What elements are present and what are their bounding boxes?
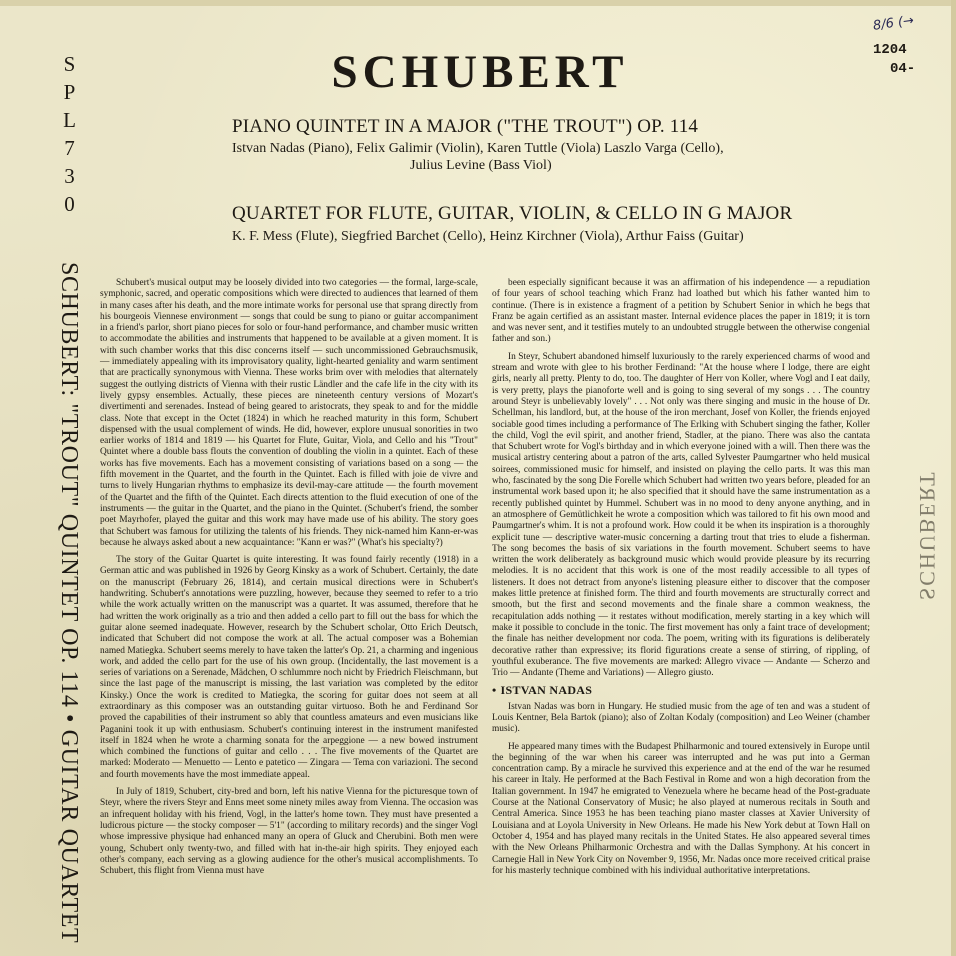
bullet-icon: •: [492, 683, 497, 698]
bio-paragraph: He appeared many times with the Budapest Philharmonic and toured extensively in Europe until the beginning of the war when his career was interrupted and he was put into a German concentration camp. By a miracle he survived this experience and at the end of the war he resumed his career in Italy. He performed at the Bach Festival in Rome and won a high decoration from the Italian government. In 1947 he emigrated to Venezuela where he became head of the Post-graduate Course at the National Conservatory of Music; he also played at numerous recitals in South and Central America. Since 1953 he has been teaching piano master classes at Xavier University of Louisiana and at Loyola University in New Orleans. He made his New York debut at Town Hall on October 4, 1954 and has played many recitals in the United States. He also appeared several times with the New Orleans Philharmonic Orchestra and with the Dallas Symphony. At his concert in Carnegie Hall in New York City on November 9, 1956, Mr. Nadas once more received critical praise for his masterly technique combined with his individual authoritative interpretations.: [492, 741, 870, 876]
catalog-char: P: [63, 80, 77, 104]
work2-title: QUARTET FOR FLUTE, GUITAR, VIOLIN, & CELLO IN G MAJOR: [232, 203, 793, 224]
catalog-char: 7: [64, 136, 76, 160]
liner-notes-left-column: [100, 278, 478, 946]
notes-paragraph: Schubert's musical output may be loosely divided into two categories — the formal, large-scale, symphonic, sacred, and operatic compositions which were directed to audiences that learned of them in many cases after his death, and the more intimate works for personal use that sprang directly from his bourgeois Viennese environment — songs that could be sung to piano or guitar accompaniment in a friend's parlor, short piano pieces for solo or four-hand performance, and chamber music written to accommodate the abilities and instruments that happened to be available at a given moment. It is with such chamber works that this disc concerns itself — such uncommissioned Gebrauchsmusik, — immediately appealing with its improvisatory quality, light-hearted geniality and warm sentiment that are practically synonymous with Vienna. These works brim over with melodies that alternately suggest the outlying districts of Vienna with their rustic Ländler and the cafe life in the city with its lively gypsy ensembles. Actually, these pieces are nineteenth century versions of Mozart's divertimenti and serenades. Instead of being geared to aristocrats, they speak to and for the middle class. Note that except in the Octet (1824) in which he reached maturity in this form, Schubert dispensed with the usual complement of winds. He did, however, explore unusual sonorities in two earlier works of 1814 and 1819 — his Quartet for Flute, Guitar, Viola, and Cello and his "Trout" Quintet where a double bass flouts the convention of doubling the violin in a quintet. Each of these works has five movements. Each has a movement consisting of variations based on a song — the fifth movement in the Quartet, and the fourth in the Quintet. Each is filled with joie de vivre and turns to lively Hungarian rhythms to emphasize its devil-may-care attitude — the fourth movement of the Quartet and the fifth of the Quintet. Each directs attention to the fluid execution of one of the instruments — the guitar in the Quartet, and the piano in the Quintet. (Schubert's friend, the somber poet Mayrhofer, played the guitar and this work may have made use of his ability. The story goes that Schubert was famous for utilizing the talents of his friends. They nick-named him Kann-er-was because he always asked about a new acquaintance: "Kann er was?" (What's his specialty?): [100, 278, 478, 548]
notes-paragraph: been especially significant because it was an affirmation of his independence — a repudiation of four years of school teaching which Franz had loathed but which his father wanted him to continue. (There is in existence a fragment of a petition by Schubert Senior in which he begs that Franz be again certified as an assistant master. Internal evidence places the paper in 1819; it is torn and was never sent, and it testifies mutely to an undoubted struggle between the otherwise congenial father and son.): [492, 278, 870, 345]
bio-paragraph: Istvan Nadas was born in Hungary. He studied music from the age of ten and was a student of Louis Kentner, Bela Bartok (piano); also of Zoltan Kodaly (composition) and Leo Weiner (chamber music).: [492, 701, 870, 735]
spine-title-area: [52, 262, 86, 944]
notes-paragraph: In July of 1819, Schubert, city-bred and born, left his native Vienna for the picturesque town of Steyr, where the rivers Steyr and Enns meet some ninety miles away from Vienna. The occasion was an infrequent holiday with his friend, Vogl, in the latter's home town. They must have presented a ludicrous picture — the stocky composer — 5'1" (according to military records) and the singer Vogl whose impressive physique had enhanced many an opera of Gluck and Cherubini. Both men were young, Schubert only twenty-two, and filled with hat in-the-air high spirits. They enjoyed each other's company, each serving as a glowing audience for the other's musical accomplishments. To Schubert, this flight from Vienna must have: [100, 787, 478, 877]
catalog-number: [58, 50, 82, 218]
catalog-char: S: [63, 52, 77, 76]
bio-heading-text: ISTVAN NADAS: [500, 683, 593, 698]
catalog-char: 0: [64, 192, 76, 216]
liner-notes-right-column: [492, 278, 870, 946]
bleed-through-area: [912, 470, 942, 920]
stock-number: 1204: [873, 42, 907, 58]
bio-heading: [492, 685, 870, 696]
work1-performers: Istvan Nadas (Piano), Felix Galimir (Violin), Karen Tuttle (Viola) Laszlo Varga (Cello),: [232, 141, 724, 156]
work1-performers-continued: Julius Levine (Bass Viol): [410, 158, 552, 173]
catalog-char: L: [63, 108, 77, 132]
catalog-char: 3: [64, 164, 76, 188]
stock-sub-number: 04-: [890, 61, 916, 77]
handwritten-note: 8/6 (→: [872, 13, 915, 34]
sleeve-top-edge: [0, 0, 956, 6]
work2-performers: K. F. Mess (Flute), Siegfried Barchet (Cello), Heinz Kirchner (Viola), Arthur Faiss (Guitar): [232, 229, 744, 244]
composer-title: SCHUBERT: [331, 46, 629, 98]
spine-title: SCHUBERT: "TROUT" QUINTET OP. 114 • GUITAR QUARTET: [56, 262, 82, 944]
notes-paragraph: The story of the Guitar Quartet is quite interesting. It was found fairly recently (1918) in a German attic and was published in 1926 by Georg Kinsky as a work of Schubert. Certainly, the date on the manuscript (February 26, 1814), and certain musical directions were in Schubert's handwriting. Schubert's annotations were puzzling, however, because they seemed to refer to a trio while the work actually written on the manuscript was a quartet. It was assumed, therefore that he had written the work originally as a trio and then added a cello part to fill out the bass for which the guitar alone seemed inadequate. However, research by the Schubert scholar, Otto Erich Deutsch, indicated that Schubert did not compose the work at all. The actual composer was a Bohemian named Matiegka. Schubert seems merely to have taken the latter's Op. 21, a charming and ingenious work, and added the cello part for the use of his own group. (Incidentally, the last movement is a series of variations on a Serenade, Mädchen, O schlummre noch nicht by Friedrich Fleischmann, but since the last page of the manuscript is missing, the last variation was completed by the editor Kinsky.) Once the work is credited to Matiegka, the scoring for guitar does not seem at all extraordinary as this composer was an outstanding guitar virtuoso. Both he and Ferdinand Sor proved the capabilities of their instrument so ably that countless amateurs and even musicians like Paganini took it up with enthusiasm. Schubert's continuing interest in the instrument manifested itself in 1824 when he wrote a charming sonata for the arpeggione — a new bowed instrument which combined the functions of guitar and cello . . . The five movements of the Quartet are marked: Moderato — Menuetto — Lento e patetico — Zingara — Tema con variazioni. The second and fourth movements have the most immediate appeal.: [100, 555, 478, 780]
sleeve-right-edge: [951, 0, 956, 956]
bleed-through-text: SCHUBERT: [915, 470, 940, 600]
work1-title: PIANO QUINTET IN A MAJOR ("THE TROUT") OP. 114: [232, 116, 699, 137]
notes-paragraph: In Steyr, Schubert abandoned himself luxuriously to the rarely experienced charms of wood and stream and wrote with glee to his brother Ferdinand: "At the house where I lodge, there are eight girls, nearly all pretty. Plenty to do, too. The daughter of Herr von Koller, where Vogl and I eat daily, is very pretty, plays the pianoforte well and is going to sing several of my songs . . . The country around Steyr is unbelievably lovely" . . . Not only was there singing and music in the house of Dr. Schellman, his landlord, but, at the house of the iron merchant, Josef von Koller, the friends enjoyed sociable good times including a performance of The Erlking with Schubert singing the father, Koller the child, Vogl the evil spirit, and another friend, Stadler, at the piano. There was also the cantata that Schubert wrote for Vogl's birthday and in which everyone joined with a will. Then there was the musical artistry centering about a patron of the arts, called Sylvester Paumgartner who held musical soirees, commissioned music for himself, and insisted on playing the cello parts. It was this man who, fascinated by the song Die Forelle which Schubert had written two years before, pleaded for an instrumental work based upon it; he also specified that it should have the same instrumentation as a recently published quintet by Hummel. Schubert was in no mood to deny anyone anything, and in an atmosphere of Gemütlichkeit he wrote a composition which was tailored to fit his own mood and Paumgartner's whim. It is not a profound work. How could it be when its inspiration is a thoroughly explicit tune — descriptive water-music concerning a darting trout that tries to elude a fisherman. The song becomes the basis of six variations in the fourth movement. Schubert seems to have written the work deliberately as background music which would provide pleasure by its recurring melodies. It is no accident that this work is one of the most readily accessible to all types of listeners. It does not detract from anyone's listening pleasure either to discover that the composer makes little pretence at finished form. The third and fourth movements are structurally correct and smooth, but the first and second movements and the finale share a common weakness, the recapitulation adds nothing — it restates without modification, merely starting in a key which will make it possible to conclude in the tonic. The first movement has only a faint trace of development; the finale has neither development nor coda. The poem, writing with its figurations is deliberately decorative rather than expressive; its florid figurations create a sense of stirring, of rippling, of youthful exuberance. The five movements are marked: Allegro vivace — Andante — Scherzo and Trio — Andante (Theme and Variations) — Allegro giusto.: [492, 351, 871, 679]
